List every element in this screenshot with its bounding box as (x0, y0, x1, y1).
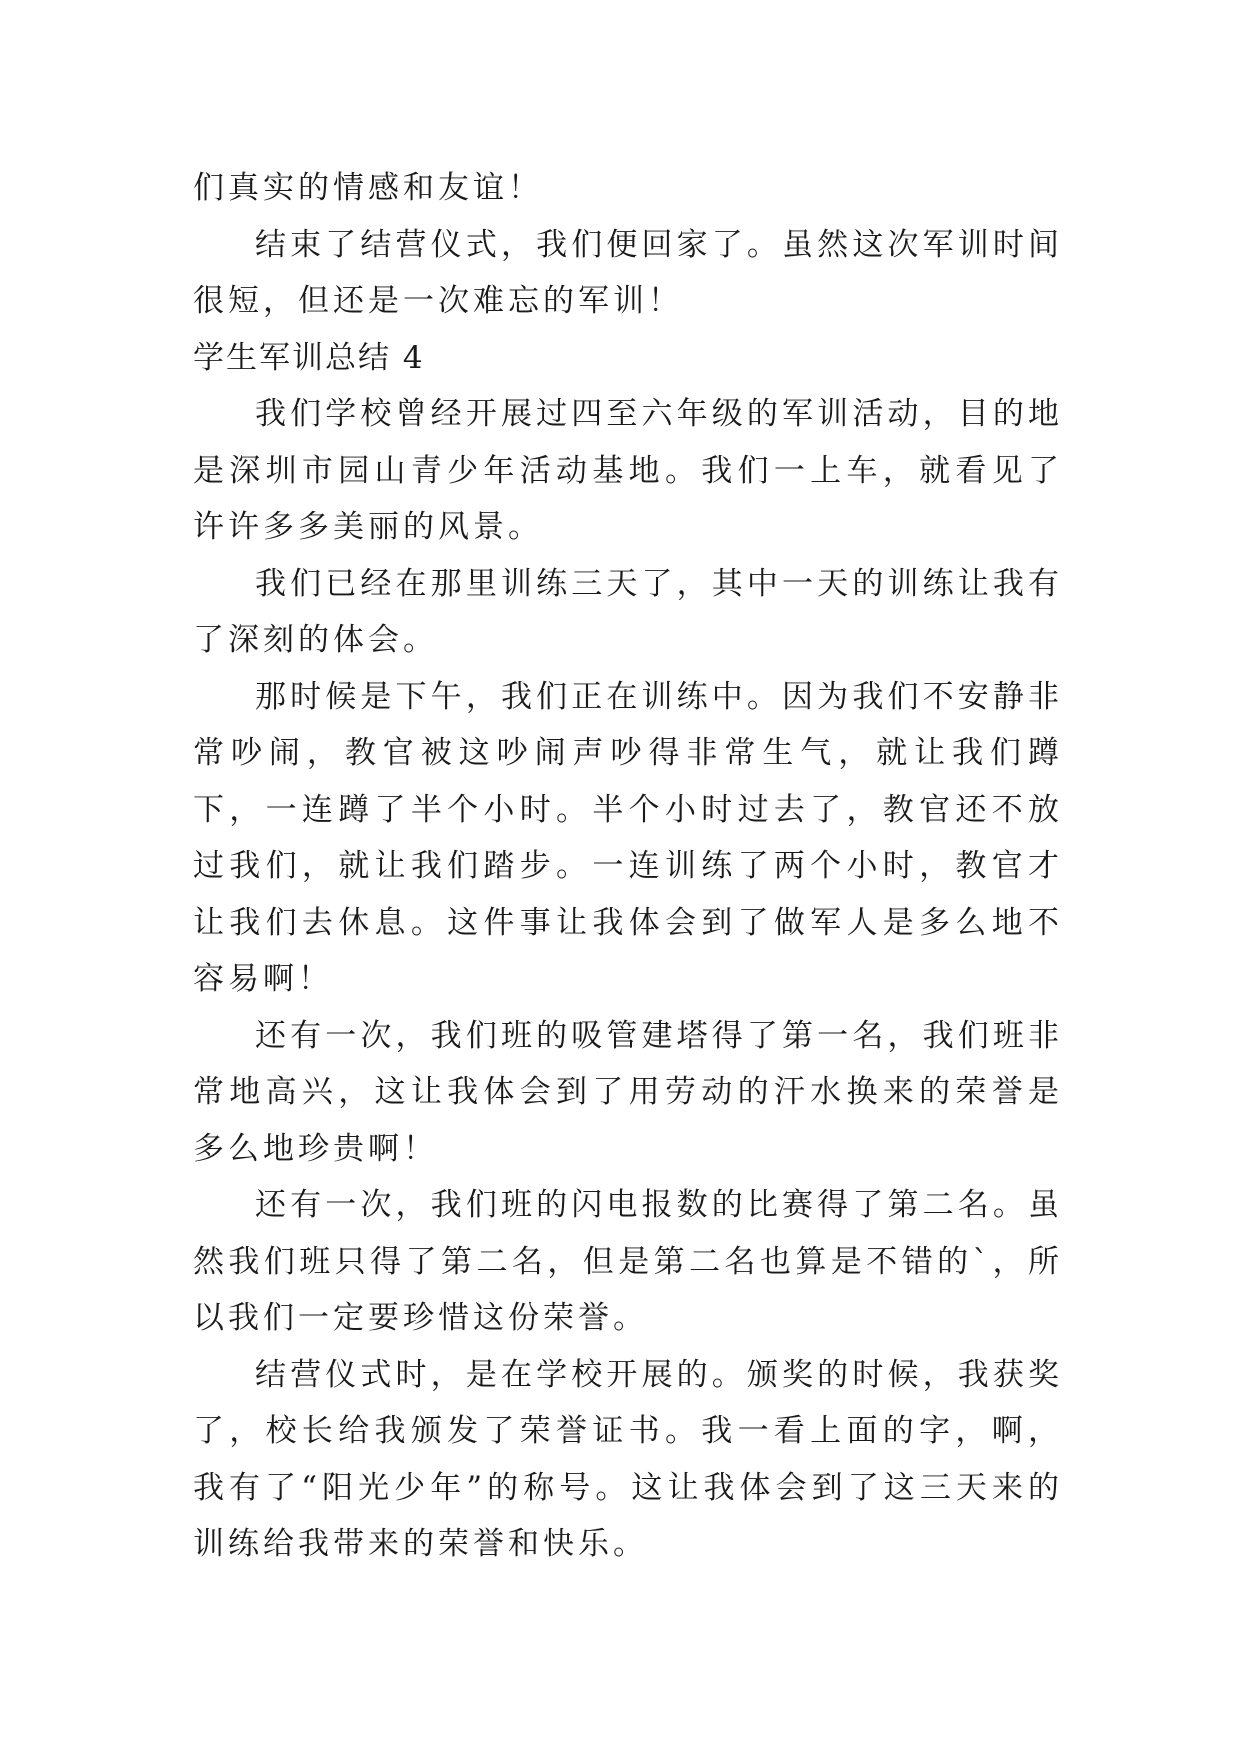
paragraph-2: 我们已经在那里训练三天了，其中一天的训练让我有了深刻的体会。 (193, 565, 1063, 658)
section-heading: 学生军训总结 4 (193, 339, 425, 376)
paragraph-5: 还有一次，我们班的闪电报数的比赛得了第二名。虽然我们班只得了第二名，但是第二名也算是不错的`，所以我们一定要珍惜这份荣誉。 (193, 1187, 1063, 1336)
paragraph-1: 我们学校曾经开展过四至六年级的军训活动，目的地是深圳市园山青少年活动基地。我们一上车，就看见了许许多多美丽的风景。 (193, 396, 1063, 545)
paragraph-3: 那时候是下午，我们正在训练中。因为我们不安静非常吵闹，教官被这吵闹声吵得非常生气，就让我们蹲下，一连蹲了半个小时。半个小时过去了，教官还不放过我们，就让我们踏步。一连训练了两个小时，教官才让我们去休息。这件事让我体会到了做军人是多么地不容易啊！ (193, 678, 1063, 997)
paragraph-continuation: 们真实的情感和友谊！ (193, 170, 543, 206)
paragraph-6: 结营仪式时，是在学校开展的。颁奖的时候，我获奖了，校长给我颁发了荣誉证书。我一看上面的字，啊，我有了“阳光少年”的称号。这让我体会到了这三天来的训练给我带来的荣誉和快乐。 (193, 1356, 1063, 1562)
paragraph-4: 还有一次，我们班的吸管建塔得了第一名，我们班非常地高兴，这让我体会到了用劳动的汗水换来的荣誉是多么地珍贵啊！ (193, 1017, 1063, 1167)
paragraph-end-of-camp: 结束了结营仪式，我们便回家了。虽然这次军训时间很短，但还是一次难忘的军训！ (193, 226, 1063, 319)
document-page (193, 160, 1063, 1573)
